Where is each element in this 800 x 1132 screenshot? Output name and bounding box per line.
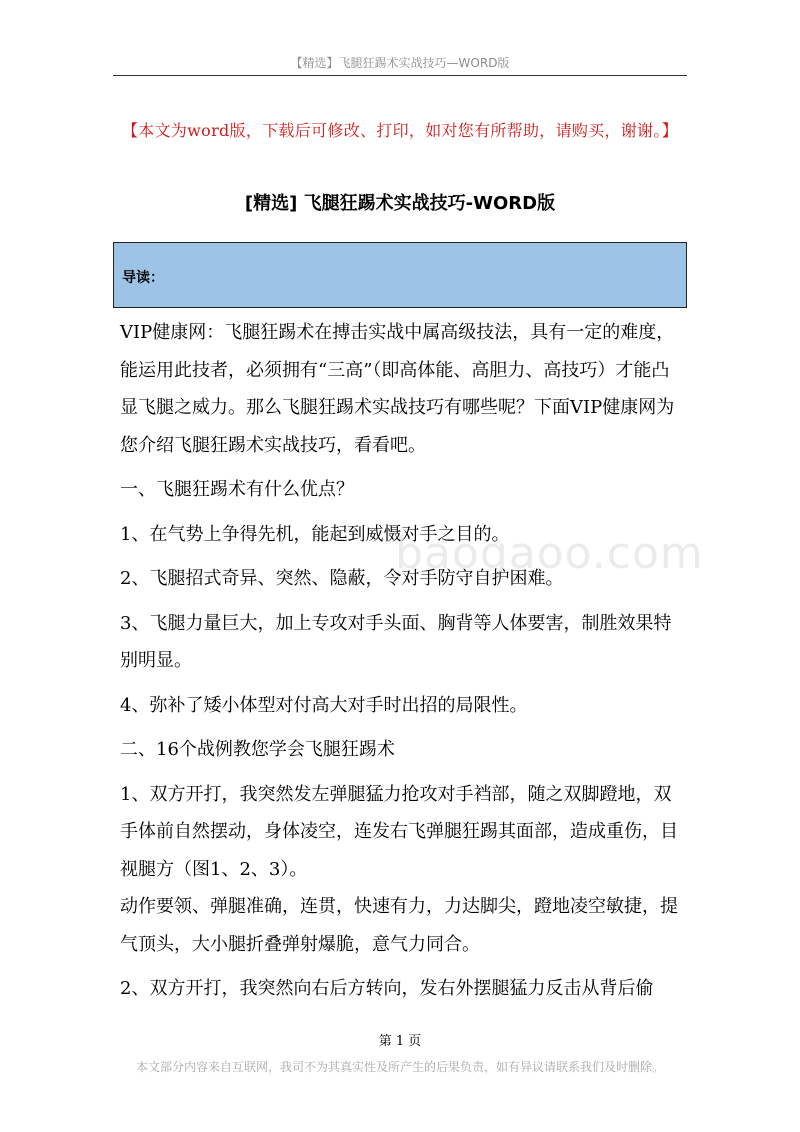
intro-label: 导读：	[122, 270, 164, 286]
section-heading: 二、16个战例教您学会飞腿狂踢术	[120, 739, 395, 760]
paragraph: 2、双方开打，我突然向右后方转向，发右外摆腿猛力反击从背后偷	[120, 978, 654, 999]
page-footer: 本文部分内容来自互联网，我司不为其真实性及所产生的后果负责，如有异议请联系我们及时删除。	[135, 1060, 664, 1074]
header-divider	[113, 75, 687, 76]
page-number: 第 1 页	[378, 1034, 422, 1049]
article-body	[120, 314, 686, 1008]
paragraph: VIP健康网：飞腿狂踢术在搏击实战中属高级技法，具有一定的难度，能运用此技者，必须拥有“三高”（即高体能、高胆力、高技巧）才能凸显飞腿之威力。那么飞腿狂踢术实战技巧有哪些呢？下面VIP健康网为您介绍飞腿狂踢术实战技巧，看看吧。	[120, 322, 675, 456]
download-notice: 【本文为word版，下载后可修改、打印，如对您有所帮助，请购买，谢谢。】	[121, 121, 679, 140]
section-heading: 一、飞腿狂踢术有什么优点？	[120, 479, 354, 500]
document-title: [精选] 飞腿狂踢术实战技巧-WORD版	[244, 193, 556, 214]
page-header: 【精选】飞腿狂踢术实战技巧—WORD版	[290, 56, 510, 70]
paragraph: 1、在气势上争得先机，能起到威慑对手之目的。	[120, 523, 510, 545]
paragraph: 动作要领、弹腿准确，连贯，快速有力，力达脚尖，蹬地凌空敏捷，提气顶头，大小腿折叠弹射爆脆，意气力同合。	[120, 896, 678, 955]
intro-box	[113, 242, 687, 308]
paragraph: 3、飞腿力量巨大，加上专攻对手头面、胸背等人体要害，制胜效果特别明显。	[120, 612, 672, 671]
paragraph: 2、飞腿招式奇异、突然、隐蔽，令对手防守自护困难。	[120, 568, 564, 589]
paragraph: 1、双方开打，我突然发左弹腿猛力抢攻对手裆部，随之双脚蹬地，双手体前自然摆动，身体凌空，连发右飞弹腿狂踢其面部，造成重伤，目视腿方（图1、2、3）。	[120, 783, 678, 880]
paragraph: 4、弥补了矮小体型对付高大对手时出招的局限性。	[120, 694, 528, 716]
watermark: baogaoo.com	[395, 528, 704, 579]
